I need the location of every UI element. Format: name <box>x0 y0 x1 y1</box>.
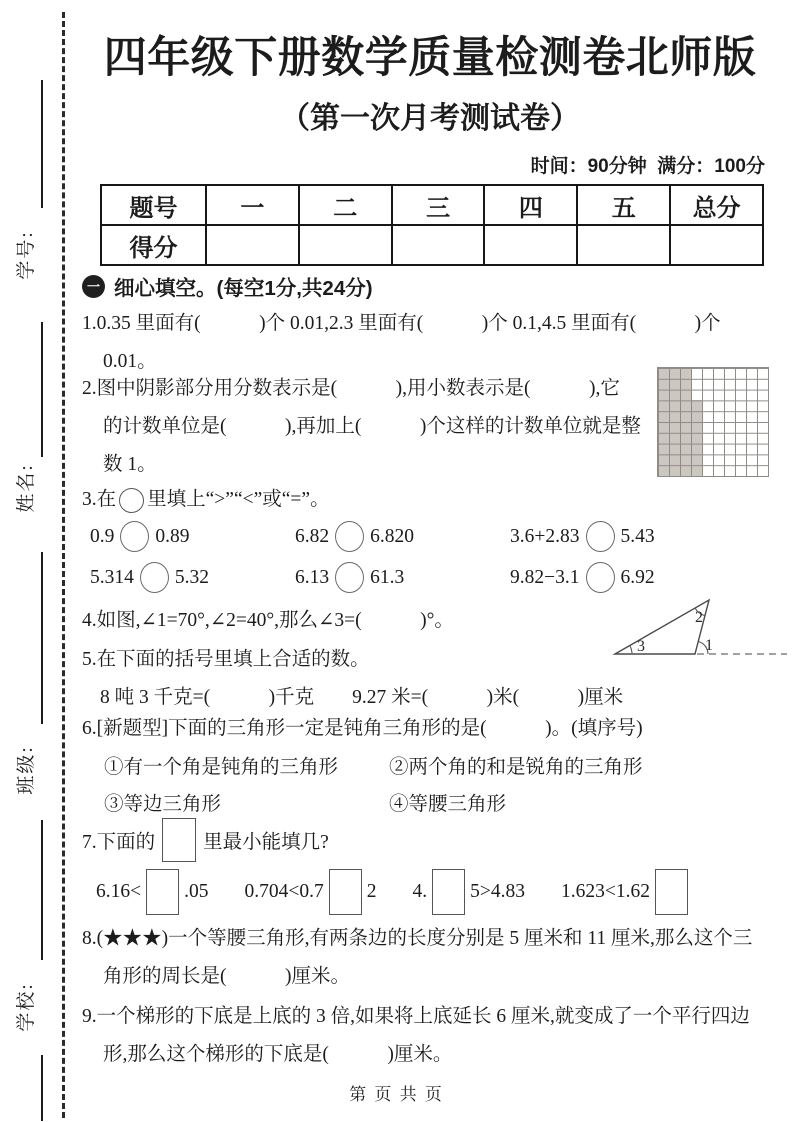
score-label-cell: 得分 <box>101 225 206 265</box>
score-table-header-cell: 三 <box>392 185 485 225</box>
comparison-right: 6.92 <box>620 566 655 588</box>
question-6-option-1: ①有一个角是钝角的三角形 <box>104 757 339 778</box>
score-empty-cell <box>670 225 763 265</box>
comparison-right: 6.820 <box>370 525 414 547</box>
answer-box <box>329 869 362 915</box>
page-subtitle: （第一次月考测试卷） <box>280 102 580 135</box>
expression-pre: 0.704<0.7 <box>244 881 324 902</box>
section-one-badge-icon: 一 <box>82 275 105 298</box>
comparison-item <box>295 562 510 593</box>
question-4-text: 4.如图,∠1=70°,∠2=40°,那么∠3=( )°。 <box>82 610 454 631</box>
question-5-item-1: 8 吨 3 千克=( )千克 <box>100 687 315 708</box>
comparison-circle <box>120 521 149 552</box>
expression-item <box>96 869 209 915</box>
student-name-label: 姓名: <box>16 463 37 513</box>
question-8-line-2: 角形的周长是( )厘米。 <box>103 966 350 987</box>
score-table-header-cell: 题号 <box>101 185 206 225</box>
question-8-line-1: 8.(★★★)一个等腰三角形,有两条边的长度分别是 5 厘米和 11 厘米,那么这个三 <box>82 928 753 949</box>
comparison-left: 0.9 <box>90 525 115 547</box>
section-one-title: 细心填空。(每空1分,共24分) <box>114 277 373 300</box>
question-3-title-pre: 3.在 <box>82 489 117 510</box>
school-label: 学校: <box>16 982 37 1032</box>
class-label: 班级: <box>16 745 37 795</box>
question-6-option-2: ②两个角的和是锐角的三角形 <box>389 757 643 778</box>
section-one-header <box>82 271 373 301</box>
question-1-line-2: 0.01。 <box>103 351 157 372</box>
margin-blank-line <box>41 80 43 208</box>
comparison-right: 5.43 <box>620 525 655 547</box>
answer-box <box>162 818 196 862</box>
question-7-title <box>82 816 329 864</box>
exam-time-score-info: 时间：90分钟 满分：100分 <box>530 156 765 177</box>
triangle-figure <box>601 588 791 668</box>
expression-pre: 6.16< <box>96 881 142 902</box>
hundred-grid-figure <box>657 367 769 477</box>
question-6-options-row-1 <box>104 751 744 779</box>
margin-blank-line <box>41 820 43 960</box>
margin-blank-line <box>41 552 43 724</box>
comparison-right: 0.89 <box>155 525 190 547</box>
expression-item <box>245 869 377 915</box>
question-3-title <box>82 485 330 515</box>
question-7-title-post: 里最小能填几? <box>203 832 329 853</box>
question-5-title: 5.在下面的括号里填上合适的数。 <box>82 649 370 670</box>
angle-arc <box>630 646 632 655</box>
question-6-options-row-2 <box>104 788 744 816</box>
expression-pre: 4. <box>412 881 428 902</box>
question-1-line-1: 1.0.35 里面有( )个 0.01,2.3 里面有( )个 0.1,4.5 里面有( )个 <box>82 313 721 334</box>
comparison-left: 3.6+2.83 <box>510 525 580 547</box>
comparison-left: 5.314 <box>90 566 134 588</box>
page-footer: 第 页 共 页 <box>349 1085 444 1104</box>
answer-box <box>146 869 179 915</box>
score-table-header-cell: 二 <box>299 185 392 225</box>
question-6-title: 6.[新题型]下面的三角形一定是钝角三角形的是( )。(填序号) <box>82 718 643 739</box>
answer-box <box>432 869 465 915</box>
question-9-line-2: 形,那么这个梯形的下底是( )厘米。 <box>103 1044 453 1065</box>
question-7-expressions <box>96 866 693 918</box>
question-3-row-1 <box>90 521 780 552</box>
comparison-circle <box>140 562 169 593</box>
comparison-circle <box>119 488 144 513</box>
score-table-score-row <box>101 225 763 265</box>
comparison-circle <box>335 521 364 552</box>
comparison-left: 6.13 <box>295 566 330 588</box>
question-6-option-4: ④等腰三角形 <box>389 794 507 815</box>
page-title: 四年级下册数学质量检测卷北师版 <box>103 34 757 82</box>
score-table-header-cell: 总分 <box>670 185 763 225</box>
comparison-circle <box>586 521 615 552</box>
answer-box <box>655 869 688 915</box>
score-empty-cell <box>299 225 392 265</box>
expression-item <box>413 869 526 915</box>
question-2-line-2: 的计数单位是( ),再加上( )个这样的计数单位就是整 <box>103 416 641 437</box>
score-table <box>100 184 764 266</box>
question-6-option-3: ③等边三角形 <box>104 794 222 815</box>
question-5-item-2: 9.27 米=( )米( )厘米 <box>352 687 624 708</box>
angle-2-label: 2 <box>695 609 703 626</box>
question-3-title-post: 里填上“>”“<”或“=”。 <box>147 489 330 510</box>
score-empty-cell <box>392 225 485 265</box>
question-2-line-3: 数 1。 <box>103 454 157 475</box>
grid-shaded-region <box>691 400 702 476</box>
comparison-left: 6.82 <box>295 525 330 547</box>
comparison-right: 5.32 <box>174 566 209 588</box>
score-table-header-cell: 五 <box>577 185 670 225</box>
angle-1-label: 1 <box>705 637 713 654</box>
score-empty-cell <box>484 225 577 265</box>
comparison-circle <box>335 562 364 593</box>
score-empty-cell <box>577 225 670 265</box>
comparison-item <box>90 521 295 552</box>
student-id-label: 学号: <box>16 230 37 280</box>
score-table-header-cell: 四 <box>484 185 577 225</box>
question-9-line-1: 9.一个梯形的下底是上底的 3 倍,如果将上底延长 6 厘米,就变成了一个平行四边 <box>82 1006 750 1027</box>
question-2-line-1: 2.图中阴影部分用分数表示是( ),用小数表示是( ),它 <box>82 378 620 399</box>
score-table-header-row <box>101 185 763 225</box>
score-empty-cell <box>206 225 299 265</box>
binding-dashed-line <box>62 12 65 1118</box>
comparison-right: 61.3 <box>370 566 405 588</box>
question-7-title-pre: 7.下面的 <box>82 832 156 853</box>
comparison-item <box>295 521 510 552</box>
expression-post: 5>4.83 <box>470 881 525 902</box>
expression-pre: 1.623<1.62 <box>561 881 650 902</box>
comparison-item <box>510 521 780 552</box>
angle-3-label: 3 <box>637 638 645 655</box>
grid-shaded-region <box>658 368 691 476</box>
expression-post: .05 <box>184 881 209 902</box>
expression-post: 2 <box>366 881 377 902</box>
question-5-items <box>100 681 623 709</box>
comparison-left: 9.82−3.1 <box>510 566 580 588</box>
comparison-item <box>90 562 295 593</box>
score-table-header-cell: 一 <box>206 185 299 225</box>
expression-item <box>561 869 693 915</box>
